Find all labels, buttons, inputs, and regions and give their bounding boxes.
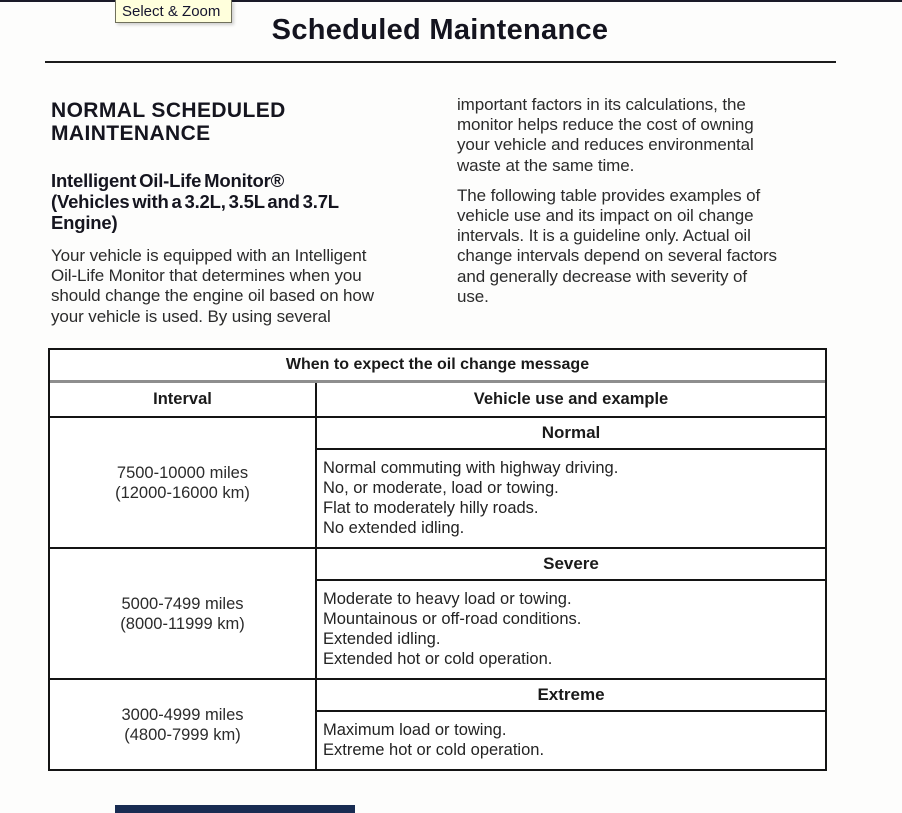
category-examples: Moderate to heavy load or towing. Mountainous or off-road conditions. Extended idling. Extended hot or cold operation.: [323, 590, 582, 668]
category-examples: Maximum load or towing. Extreme hot or cold operation.: [323, 721, 545, 759]
table-row-normal: [50, 418, 825, 549]
column-header-interval: Interval: [50, 383, 317, 416]
page-title: Scheduled Maintenance: [271, 14, 609, 46]
right-text-column: [457, 95, 835, 307]
left-body-paragraph: Your vehicle is equipped with an Intelligent Oil-Life Monitor that determines when you should change the engine oil based on how your vehicle is used. By using several: [51, 246, 374, 326]
interval-cell: 7500-10000 miles (12000-16000 km): [50, 418, 317, 547]
bottom-edge-bar: [115, 805, 355, 813]
table-header-row: [50, 383, 825, 418]
interval-cell: 5000-7499 miles (8000-11999 km): [50, 549, 317, 678]
vehicle-use-cell: [317, 418, 825, 547]
interval-cell: 3000-4999 miles (4800-7999 km): [50, 680, 317, 769]
category-label: Severe: [317, 549, 825, 581]
select-and-zoom-tooltip: [115, 0, 232, 23]
table-row-severe: [50, 549, 825, 680]
table-title: When to expect the oil change message: [50, 350, 825, 383]
title-divider: [45, 61, 836, 63]
right-body-paragraph-2: The following table provides examples of vehicle use and its impact on oil change intervals. It is a guideline only. Actual oil change intervals depend on several factors and generally decrease with severity of use.: [457, 185, 777, 306]
right-body-paragraph-1: important factors in its calculations, the monitor helps reduce the cost of owning your vehicle and reduces environmental waste at the same time.: [457, 95, 754, 175]
column-header-vehicle-use: Vehicle use and example: [473, 390, 669, 408]
left-text-column: [51, 99, 429, 327]
category-label: Normal: [317, 418, 825, 450]
tooltip-label: Select & Zoom: [122, 2, 221, 20]
vehicle-use-cell: [317, 680, 825, 769]
section-heading: NORMAL SCHEDULED MAINTENANCE: [51, 99, 286, 145]
category-label: Extreme: [317, 680, 825, 712]
oil-change-table: [48, 348, 827, 771]
category-examples: Normal commuting with highway driving. No, or moderate, load or towing. Flat to moderately hilly roads. No extended idling.: [323, 459, 619, 537]
table-row-extreme: [50, 680, 825, 769]
subsection-heading: Intelligent Oil-Life Monitor® (Vehicles with a 3.2L, 3.5L and 3.7L Engine): [51, 170, 339, 233]
vehicle-use-cell: [317, 549, 825, 678]
